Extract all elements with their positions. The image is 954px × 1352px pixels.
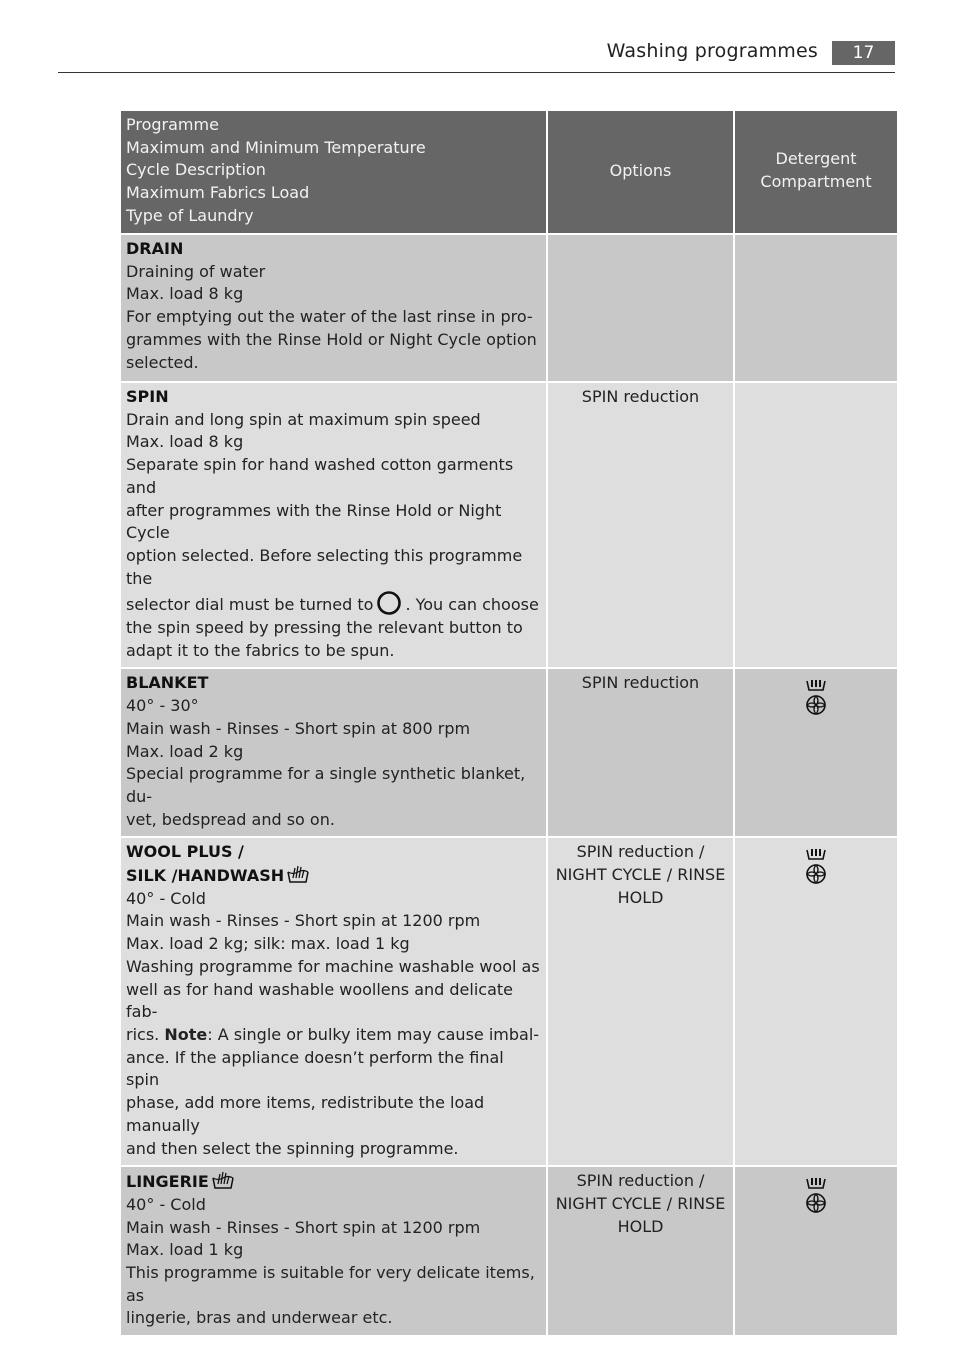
note-text: : A single or bulky item may cause imbal-	[207, 1024, 540, 1044]
off-position-circle-icon	[375, 590, 403, 616]
header-line: Compartment	[760, 172, 872, 191]
main-wash-and-softener-icon	[802, 1175, 830, 1215]
description-line: after programmes with the Rinse Hold or Night Cycle	[126, 500, 502, 543]
description-line: 40° - Cold	[126, 888, 206, 908]
description-line: For emptying out the water of the last rinse in pro-	[126, 307, 533, 327]
option-line: NIGHT CYCLE / RINSE	[555, 865, 726, 885]
table-row	[121, 838, 897, 1167]
description-line: Max. load 2 kg	[126, 741, 244, 761]
programme-name	[126, 864, 541, 888]
description-line: Max. load 8 kg	[126, 284, 244, 304]
description-line: well as for hand washable woollens and delicate fab-	[126, 979, 514, 1022]
header-line: Cycle Description	[126, 160, 266, 180]
main-wash-and-softener-icon	[802, 677, 830, 717]
description-line: adapt it to the fabrics to be spun.	[126, 640, 395, 660]
detergent-cell	[735, 1167, 897, 1337]
programme-cell	[121, 235, 546, 383]
description-line: Max. load 2 kg; silk: max. load 1 kg	[126, 934, 410, 954]
table-row	[121, 669, 897, 838]
description-line: 40° - Cold	[126, 1194, 206, 1214]
table-row	[121, 235, 897, 383]
options-cell	[548, 838, 733, 1167]
description-line: the spin speed by pressing the relevant button to	[126, 618, 523, 638]
header-detergent	[735, 111, 897, 235]
description-line	[126, 1024, 541, 1047]
dial-text-before: selector dial must be turned to	[126, 595, 374, 615]
handwash-icon	[212, 1170, 234, 1190]
programme-name: BLANKET	[126, 673, 209, 693]
header-line: Maximum and Minimum Temperature	[126, 137, 426, 157]
description-line: This programme is suitable for very delicate items, as	[126, 1263, 535, 1305]
programme-name: DRAIN	[126, 239, 184, 258]
description-line: option selected. Before selecting this programme the	[126, 545, 523, 588]
options-cell	[548, 383, 733, 669]
description-line: Main wash - Rinses - Short spin at 1200 rpm	[126, 911, 481, 931]
description-line	[126, 590, 541, 617]
description-line: Drain and long spin at maximum spin speed	[126, 409, 481, 429]
description-line: Special programme for a single synthetic blanket, du-	[126, 764, 526, 806]
description-line: Max. load 1 kg	[126, 1240, 244, 1260]
detergent-cell	[735, 838, 897, 1167]
page-number: 17	[832, 41, 895, 65]
detergent-cell	[735, 235, 897, 383]
description-line: phase, add more items, redistribute the load manually	[126, 1093, 485, 1135]
description-line: lingerie, bras and underwear etc.	[126, 1308, 393, 1328]
table-row	[121, 1167, 897, 1337]
programme-name: SPIN	[126, 387, 169, 406]
main-wash-and-softener-icon	[802, 846, 830, 886]
section-title: Washing programmes	[606, 40, 818, 62]
description-line: ance. If the appliance doesn’t perform the final spin	[126, 1047, 504, 1090]
note-label: Note	[164, 1024, 208, 1044]
description-line: Washing programme for machine washable wool as	[126, 956, 540, 976]
programme-cell	[121, 838, 546, 1167]
description-line: Main wash - Rinses - Short spin at 800 rpm	[126, 718, 471, 738]
option-line: SPIN reduction /	[576, 1171, 705, 1191]
option-line: SPIN reduction	[581, 387, 700, 406]
option-line: HOLD	[617, 887, 664, 907]
description-line: 40° - 30°	[126, 696, 199, 716]
description-line: Draining of water	[126, 261, 266, 281]
detergent-cell	[735, 383, 897, 669]
description-line: selected.	[126, 352, 199, 372]
options-cell	[548, 1167, 733, 1337]
programme-name: WOOL PLUS /	[126, 842, 244, 862]
header-line: Detergent	[775, 149, 857, 169]
header-programme	[121, 111, 546, 235]
option-line: SPIN reduction /	[576, 842, 705, 862]
description-line: Separate spin for hand washed cotton garments and	[126, 455, 514, 497]
note-before: rics.	[126, 1024, 160, 1044]
detergent-cell	[735, 669, 897, 838]
programme-name	[126, 1170, 541, 1194]
table-row	[121, 383, 897, 669]
option-line: HOLD	[617, 1216, 664, 1236]
table-header-row	[121, 111, 897, 235]
programme-table	[119, 111, 899, 1337]
description-line: Main wash - Rinses - Short spin at 1200 rpm	[126, 1217, 481, 1237]
programme-cell	[121, 383, 546, 669]
options-cell	[548, 235, 733, 383]
options-cell	[548, 669, 733, 838]
option-line: SPIN reduction	[581, 673, 700, 693]
handwash-icon	[287, 864, 309, 884]
header-options: Options	[548, 111, 733, 235]
programme-cell	[121, 1167, 546, 1337]
header-line: Maximum Fabrics Load	[126, 183, 310, 203]
dial-text-after: . You can choose	[405, 595, 539, 615]
description-line: vet, bedspread and so on.	[126, 809, 335, 829]
page-header	[58, 38, 895, 73]
description-line: and then select the spinning programme.	[126, 1138, 459, 1158]
programme-name-text: SILK /HANDWASH	[126, 866, 285, 886]
description-line: grammes with the Rinse Hold or Night Cycle option	[126, 329, 537, 349]
description-line: Max. load 8 kg	[126, 432, 244, 452]
header-line: Type of Laundry	[126, 205, 254, 225]
header-line: Programme	[126, 115, 219, 134]
programme-cell	[121, 669, 546, 838]
option-line: NIGHT CYCLE / RINSE	[555, 1193, 726, 1213]
programme-name-text: LINGERIE	[126, 1172, 209, 1192]
